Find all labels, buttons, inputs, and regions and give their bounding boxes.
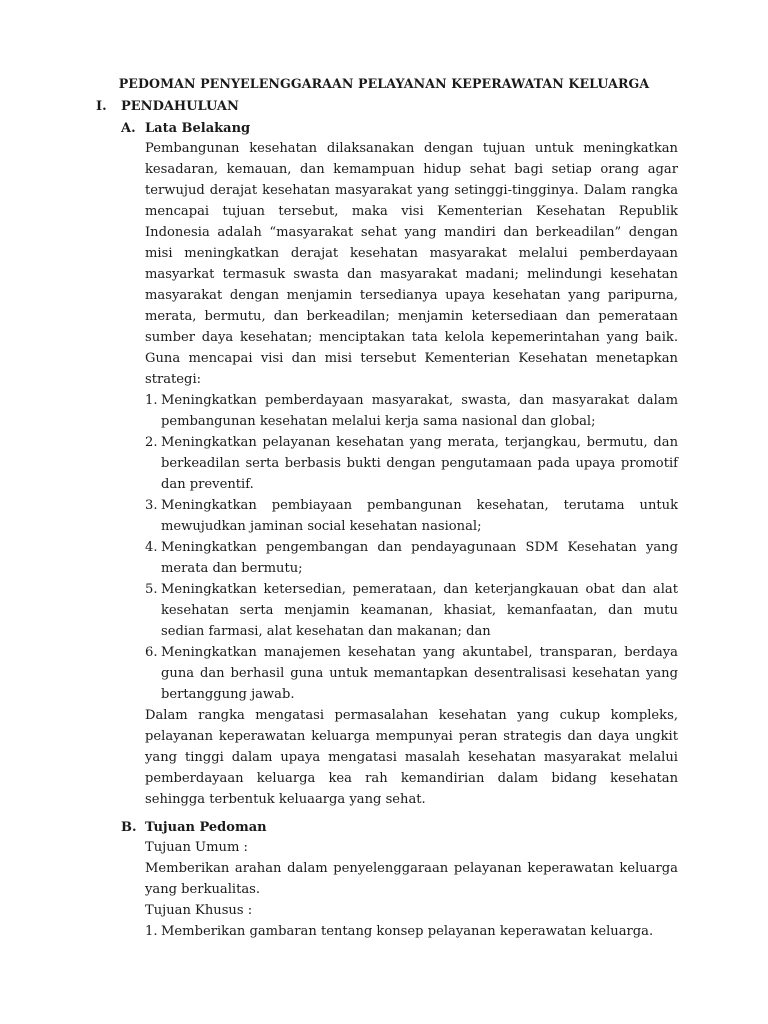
section-a-title: Lata Belakang	[145, 121, 251, 136]
specific-objective-list	[145, 921, 678, 942]
general-objective-text: Memberikan arahan dalam penyelenggaraan pelayanan keperawatan keluarga yang berkualitas.	[145, 861, 678, 897]
list-item	[145, 921, 678, 942]
section-b-letter: B.	[121, 820, 137, 835]
section-b-body	[145, 837, 678, 942]
list-item-text: Meningkatkan pemberdayaan masyarakat, swasta, dan masyarakat dalam pembangunan kesehatan melalui kerja sama nasional dan global;	[161, 393, 678, 429]
section-a-closing-paragraph: Dalam rangka mengatasi permasalahan kesehatan yang cukup kompleks, pelayanan keperawatan keluarga mempunyai peran strategis dan daya ungkit yang tinggi dalam upaya mengatasi masalah kesehatan masyarakat melalui pemberdayaan keluarga kea rah kemandirian dalam bidang kesehatan sehingga terbentuk keluaarga yang sehat.	[145, 708, 678, 807]
list-item-text: Meningkatkan manajemen kesehatan yang akuntabel, transparan, berdaya guna dan berhasil guna untuk memantapkan desentralisasi kesehatan yang bertanggung jawab.	[161, 645, 678, 702]
list-item	[145, 642, 678, 705]
chapter-title: PENDAHULUAN	[121, 99, 239, 114]
list-item-number: 1.	[145, 924, 158, 939]
general-objective-label: Tujuan Umum :	[145, 840, 248, 855]
list-item-text: Meningkatkan ketersedian, pemerataan, dan keterjangkauan obat dan alat kesehatan serta menjamin keamanan, khasiat, kemanfaatan, dan mutu sedian farmasi, alat kesehatan dan makanan; dan	[161, 582, 678, 639]
list-item	[145, 537, 678, 579]
list-item-number: 2.	[145, 435, 158, 450]
list-item-number: 4.	[145, 540, 158, 555]
strategy-list	[145, 390, 678, 705]
chapter-numeral: I.	[96, 99, 107, 114]
section-a-intro-paragraph: Pembangunan kesehatan dilaksanakan dengan tujuan untuk meningkatkan kesadaran, kemauan, dan kemampuan hidup sehat bagi setiap orang agar terwujud derajat kesehatan masyarakat yang setinggi-tingginya. Dalam rangka mencapai tujuan tersebut, maka visi Kementerian Kesehatan Republik Indonesia adalah “masyarakat sehat yang mandiri dan berkeadilan” dengan misi meningkatkan derajat kesehatan masyarakat melalui pemberdayaan masyarkat termasuk swasta dan masyarakat madani; melindungi kesehatan masyarakat dengan menjamin tersedianya upaya kesehatan yang paripurna, merata, bermutu, dan berkeadilan; menjamin ketersediaan dan pemerataan sumber daya kesehatan; menciptakan tata kelola kepemerintahan yang baik. Guna mencapai visi dan misi tersebut Kementerian Kesehatan menetapkan strategi:	[145, 141, 678, 387]
list-item-number: 6.	[145, 645, 158, 660]
list-item-number: 3.	[145, 498, 158, 513]
section-a-body	[145, 138, 678, 810]
document-title: PEDOMAN PENYELENGGARAAN PELAYANAN KEPERAWATAN KELUARGA	[118, 76, 650, 91]
list-item-number: 5.	[145, 582, 158, 597]
list-item	[145, 495, 678, 537]
specific-objective-label: Tujuan Khusus :	[145, 903, 253, 918]
list-item-text: Meningkatkan pelayanan kesehatan yang merata, terjangkau, bermutu, dan berkeadilan serta berbasis bukti dengan pengutamaan pada upaya promotif dan preventif.	[161, 435, 678, 492]
list-item-text: Memberikan gambaran tentang konsep pelayanan keperawatan keluarga.	[161, 924, 654, 939]
list-item	[145, 432, 678, 495]
list-item-number: 1.	[145, 393, 158, 408]
list-item-text: Meningkatkan pengembangan dan pendayagunaan SDM Kesehatan yang merata dan bermutu;	[161, 540, 678, 576]
section-a-letter: A.	[121, 121, 136, 136]
list-item	[145, 390, 678, 432]
list-item	[145, 579, 678, 642]
section-b-title: Tujuan Pedoman	[145, 820, 267, 835]
list-item-text: Meningkatkan pembiayaan pembangunan kesehatan, terutama untuk mewujudkan jaminan social kesehatan nasional;	[161, 498, 678, 534]
